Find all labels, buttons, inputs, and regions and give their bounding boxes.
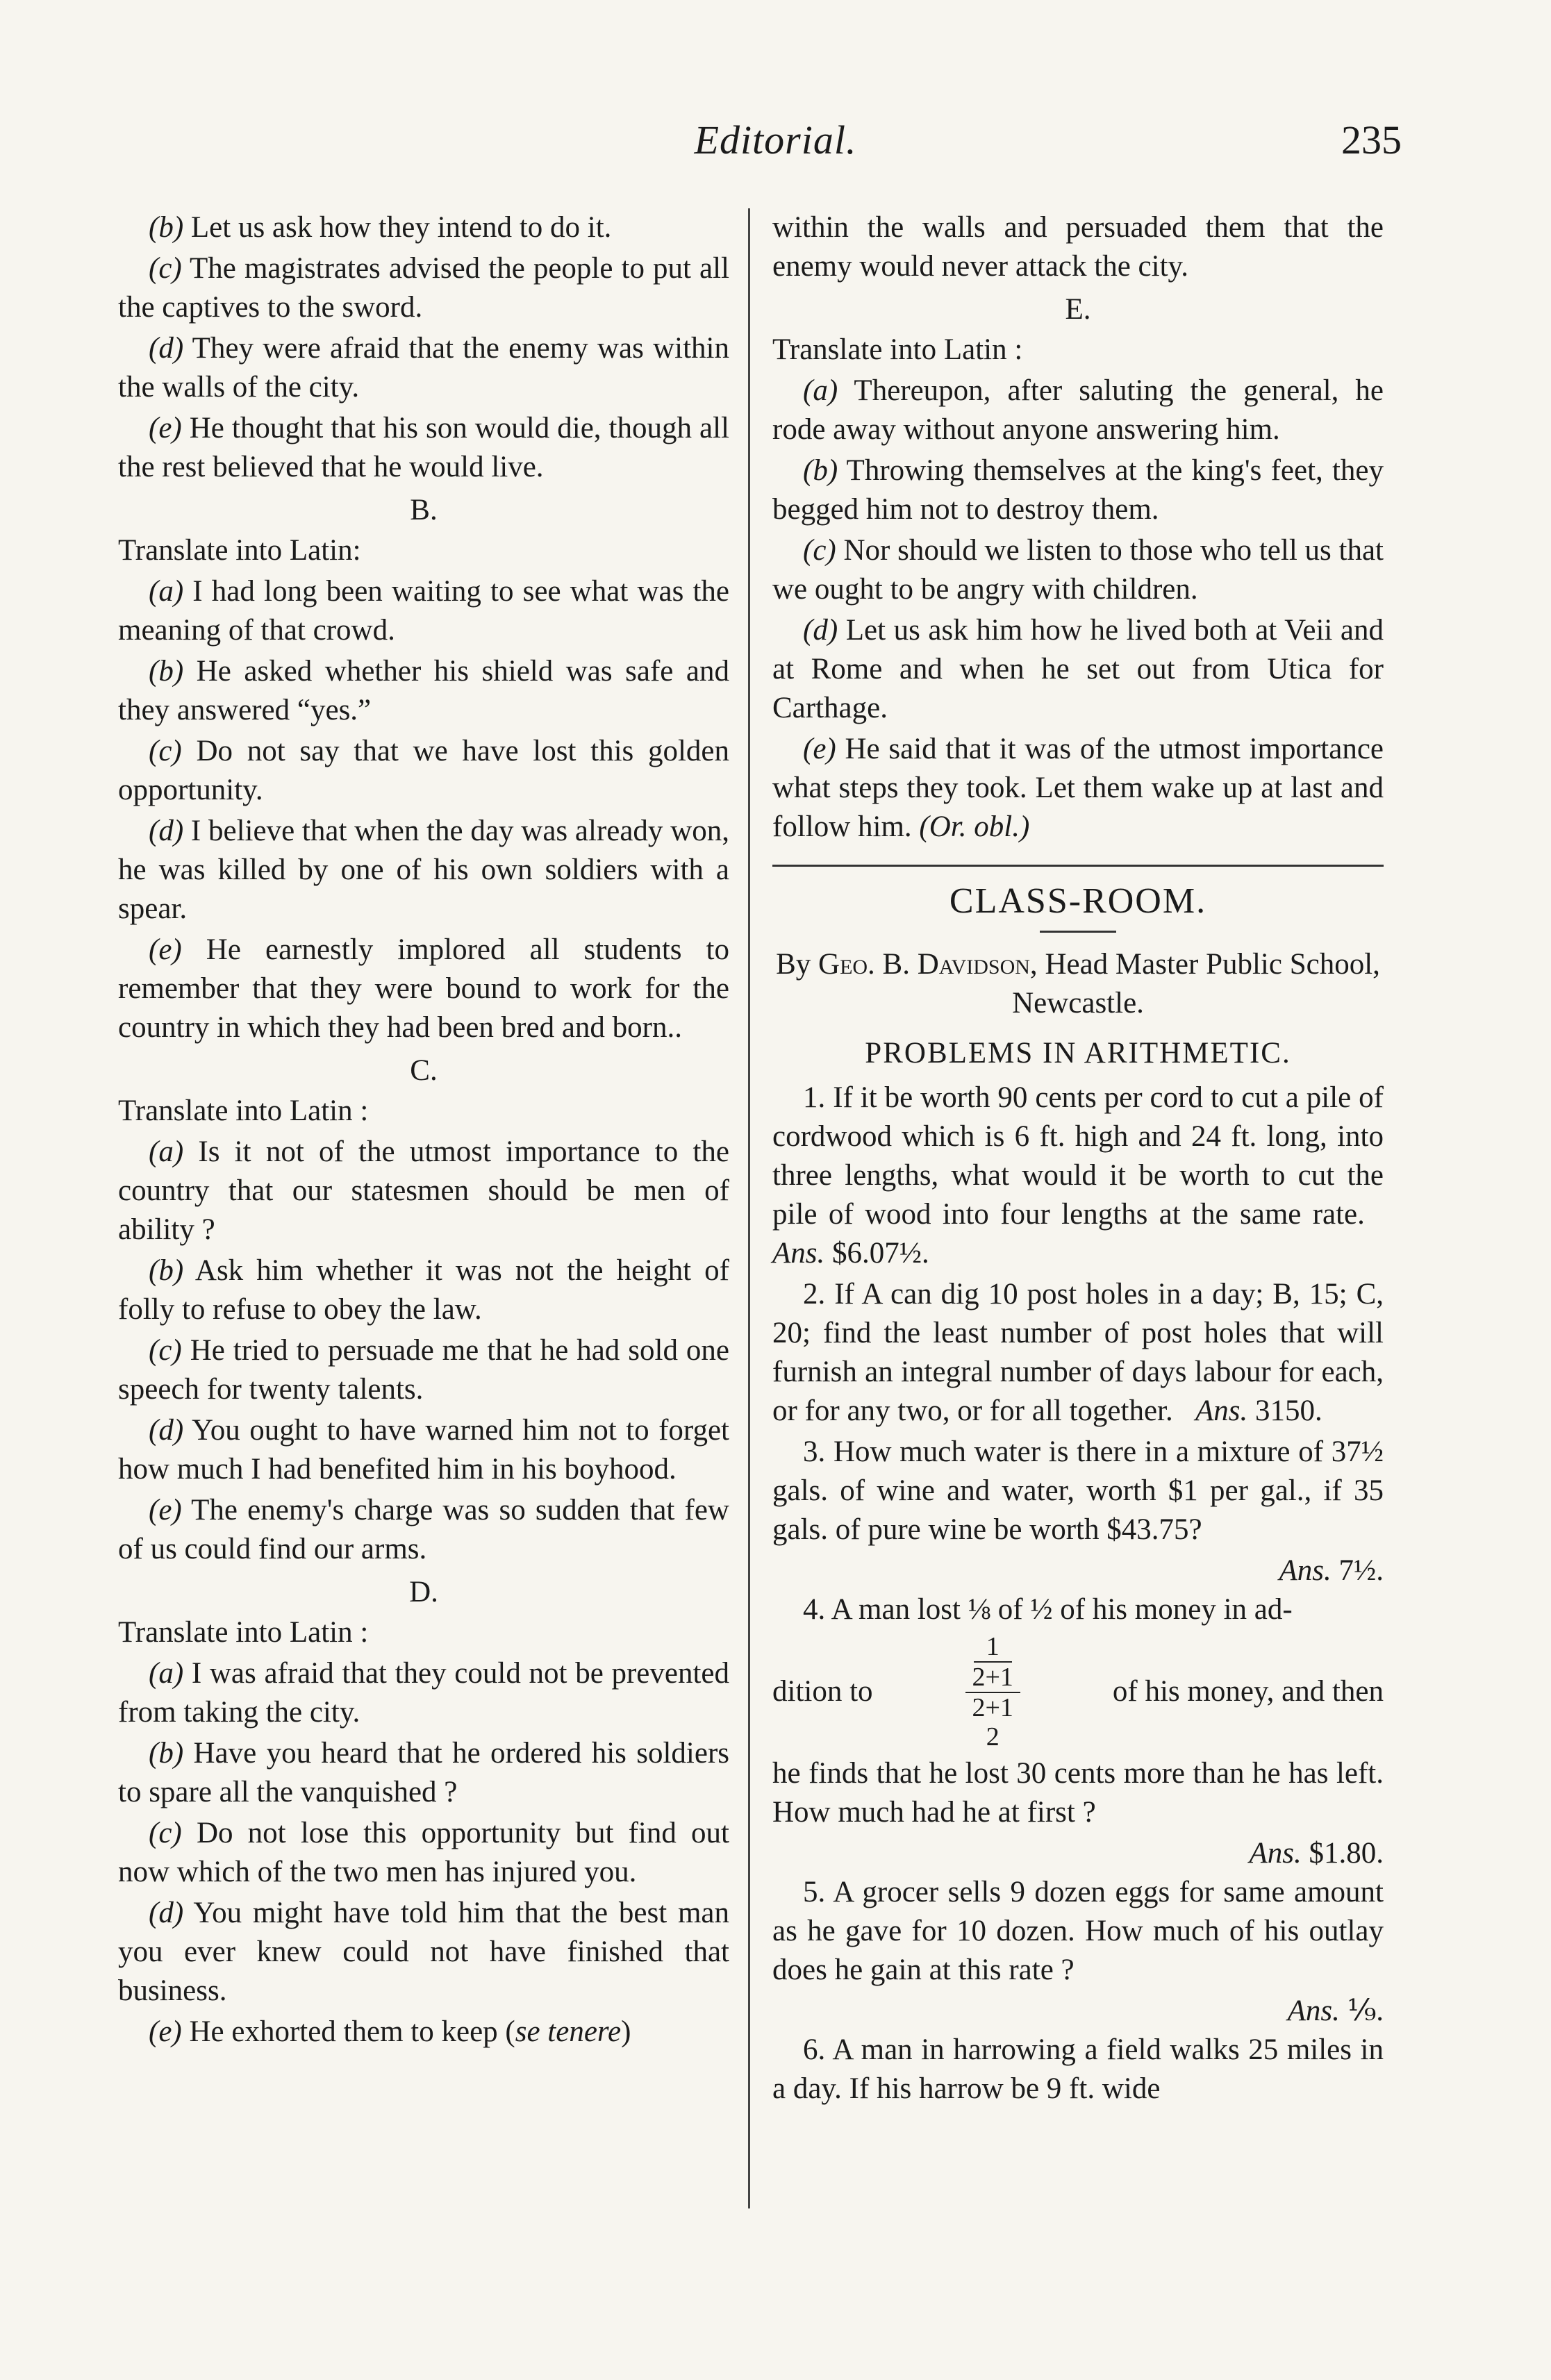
exercise-item: (b) Have you heard that he ordered his soldiers to spare all the vanquished ? xyxy=(118,1737,729,1808)
answer-label: Ans. xyxy=(772,1237,825,1270)
item-letter: (e) xyxy=(149,933,182,966)
item-letter: (a) xyxy=(149,575,184,608)
problem-number: 2. xyxy=(803,1278,826,1310)
item-letter: (d) xyxy=(149,815,184,847)
problem-item: 6. A man in harrowing a field walks 25 miles in a day. If his harrow be 9 ft. wide xyxy=(772,2033,1384,2105)
problem-item: 3. How much water is there in a mixture of 37½ gals. of wine and water, worth $1 per gal., if 35 gals. of pure wine be worth $43.75? xyxy=(772,1436,1384,1546)
item-letter: (c) xyxy=(149,1334,182,1367)
continued-fraction: 1 2+1 2+1 2 xyxy=(965,1632,1020,1751)
item-letter: (e) xyxy=(803,733,836,765)
problems-heading: PROBLEMS IN ARITHMETIC. xyxy=(865,1037,1291,1070)
oratio-obliqua-note: (Or. obl.) xyxy=(919,810,1030,843)
exercise-item: (d) Let us ask him how he lived both at Veii and at Rome and when he set out from Utica for Carthage. xyxy=(772,614,1384,724)
answer-label: Ans. xyxy=(1287,1995,1340,2027)
exercise-item: (b) Let us ask how they intend to do it. xyxy=(149,211,612,244)
item-letter: (d) xyxy=(149,1414,184,1447)
exercise-item: (e) He said that it was of the utmost importance what steps they took. Let them wake up at last and follow him. (Or. obl.) xyxy=(772,733,1384,843)
problem-item: 5. A grocer sells 9 dozen eggs for same amount as he gave for 10 dozen. How much of his outlay does he gain at this rate ? xyxy=(772,1876,1384,1986)
exercise-item: (a) I had long been waiting to see what was the meaning of that crowd. xyxy=(118,575,730,647)
answer-line xyxy=(772,1551,1384,1590)
section-e-instruction: Translate into Latin : xyxy=(772,333,1023,366)
exercise-item: (b) Throwing themselves at the king's feet, they begged him not to destroy them. xyxy=(772,454,1384,526)
exercise-item: (c) Nor should we listen to those who tell us that we ought to be angry with children. xyxy=(772,534,1384,606)
section-d-instruction: Translate into Latin : xyxy=(118,1616,369,1649)
page-number: 235 xyxy=(1341,117,1402,163)
item-letter: (c) xyxy=(149,735,182,767)
right-column xyxy=(772,208,1384,2111)
problem-number: 6. xyxy=(803,2033,826,2066)
item-letter: (b) xyxy=(149,1254,184,1287)
item-letter: (a) xyxy=(149,1657,184,1690)
item-letter: (c) xyxy=(803,534,836,567)
problem-number: 1. xyxy=(803,1081,826,1114)
section-a-items xyxy=(118,208,729,487)
latin-phrase: se tenere xyxy=(515,2015,622,2048)
answer-label: Ans. xyxy=(1279,1554,1332,1587)
section-b-heading: B. xyxy=(410,494,438,526)
answer-line xyxy=(772,1834,1384,1873)
answer-value: ⅑. xyxy=(1347,1995,1384,2027)
answer-value: 7½. xyxy=(1338,1554,1384,1587)
exercise-item: (e) He exhorted them to keep (se tenere) xyxy=(149,2015,631,2048)
item-letter: (d) xyxy=(803,614,838,647)
item-letter: (b) xyxy=(149,1737,184,1770)
item-letter: (b) xyxy=(149,211,184,244)
answer-value: 3150. xyxy=(1255,1395,1322,1427)
exercise-item: (b) He asked whether his shield was safe and they answered “yes.” xyxy=(118,655,729,726)
byline: By Geo. B. Davidson, Head Master Public School, Newcastle. xyxy=(776,948,1380,1020)
exercise-item: (a) Is it not of the utmost importance to the country that our statesmen should be men of ability ? xyxy=(118,1135,730,1246)
exercise-item: (d) I believe that when the day was already won, he was killed by one of his own soldiers with a spear. xyxy=(118,815,730,925)
exercise-item: (e) He thought that his son would die, though all the rest believed that he would live. xyxy=(118,412,729,483)
answer-value: $1.80. xyxy=(1309,1837,1384,1870)
problem-number: 5. xyxy=(803,1876,826,1908)
item-letter: (e) xyxy=(149,1494,182,1526)
classroom-title: CLASS-ROOM. xyxy=(949,881,1207,921)
problem-continuation: he finds that he lost 30 cents more than he has left. How much had he at first ? xyxy=(772,1757,1384,1829)
exercise-item: (d) They were afraid that the enemy was within the walls of the city. xyxy=(118,332,729,403)
item-letter: (b) xyxy=(803,454,838,487)
section-divider xyxy=(772,865,1384,867)
item-letter: (c) xyxy=(149,1817,182,1849)
item-letter: (c) xyxy=(149,252,182,285)
problem-item: 2. If A can dig 10 post holes in a day; B, 15; C, 20; find the least number of post holes that will furnish an integral number of days labour for each, or for any two, or for all together. Ans. 3150. xyxy=(772,1278,1384,1427)
problem-number: 3. xyxy=(803,1436,826,1468)
section-c-heading: C. xyxy=(410,1054,438,1087)
section-d-heading: D. xyxy=(409,1576,438,1608)
continued-text: within the walls and persuaded them that the enemy would never attack the city. xyxy=(772,211,1384,283)
problem-item: 1. If it be worth 90 cents per cord to cut a pile of cordwood which is 6 ft. high and 24 ft. long, into three lengths, what would it be worth to cut the pile of wood into four lengths at the same rate. Ans. $6.07½. xyxy=(772,1081,1384,1270)
exercise-item: (a) I was afraid that they could not be prevented from taking the city. xyxy=(118,1657,730,1729)
running-title: Editorial. xyxy=(694,117,857,163)
exercise-item: (c) Do not lose this opportunity but find out now which of the two men has injured you. xyxy=(118,1817,730,1888)
answer-label: Ans. xyxy=(1195,1395,1248,1427)
answer-label: Ans. xyxy=(1249,1837,1302,1870)
section-c-instruction: Translate into Latin : xyxy=(118,1095,369,1127)
section-e-heading: E. xyxy=(1065,293,1091,326)
exercise-item: (c) He tried to persuade me that he had sold one speech for twenty talents. xyxy=(118,1334,729,1406)
continued-fraction-line: dition to 1 2+1 2+1 2 of his money, and then xyxy=(772,1632,1384,1751)
item-letter: (d) xyxy=(149,332,184,365)
item-letter: (b) xyxy=(149,655,184,688)
author-name: Geo. B. Davidson, xyxy=(818,948,1038,981)
section-b-instruction: Translate into Latin: xyxy=(118,534,361,567)
item-letter: (e) xyxy=(149,2015,182,2048)
exercise-item: (b) Ask him whether it was not the height of folly to refuse to obey the law. xyxy=(118,1254,729,1326)
exercise-item: (c) Do not say that we have lost this golden opportunity. xyxy=(118,735,730,806)
answer-line xyxy=(772,1992,1384,2031)
exercise-item: (a) Thereupon, after saluting the general, he rode away without anyone answering him. xyxy=(772,374,1384,446)
exercise-item: (e) He earnestly implored all students to remember that they were bound to work for the country in which they had been bred and born.. xyxy=(118,933,730,1044)
answer-value: $6.07½. xyxy=(832,1237,929,1270)
problem-item: 4. A man lost ⅛ of ½ of his money in ad- xyxy=(803,1593,1293,1626)
item-letter: (d) xyxy=(149,1897,184,1929)
item-letter: (e) xyxy=(149,412,182,444)
title-rule xyxy=(1040,931,1116,933)
exercise-item: (d) You ought to have warned him not to forget how much I had benefited him in his boyhood. xyxy=(118,1414,730,1486)
exercise-item: (e) The enemy's charge was so sudden that few of us could find our arms. xyxy=(118,1494,729,1565)
item-letter: (a) xyxy=(803,374,838,407)
exercise-item: (c) The magistrates advised the people to put all the captives to the sword. xyxy=(118,252,729,324)
left-column xyxy=(118,208,729,2054)
exercise-item: (d) You might have told him that the best man you ever knew could not have finished that business. xyxy=(118,1897,730,2007)
column-divider xyxy=(748,208,750,2208)
item-letter: (a) xyxy=(149,1135,184,1168)
